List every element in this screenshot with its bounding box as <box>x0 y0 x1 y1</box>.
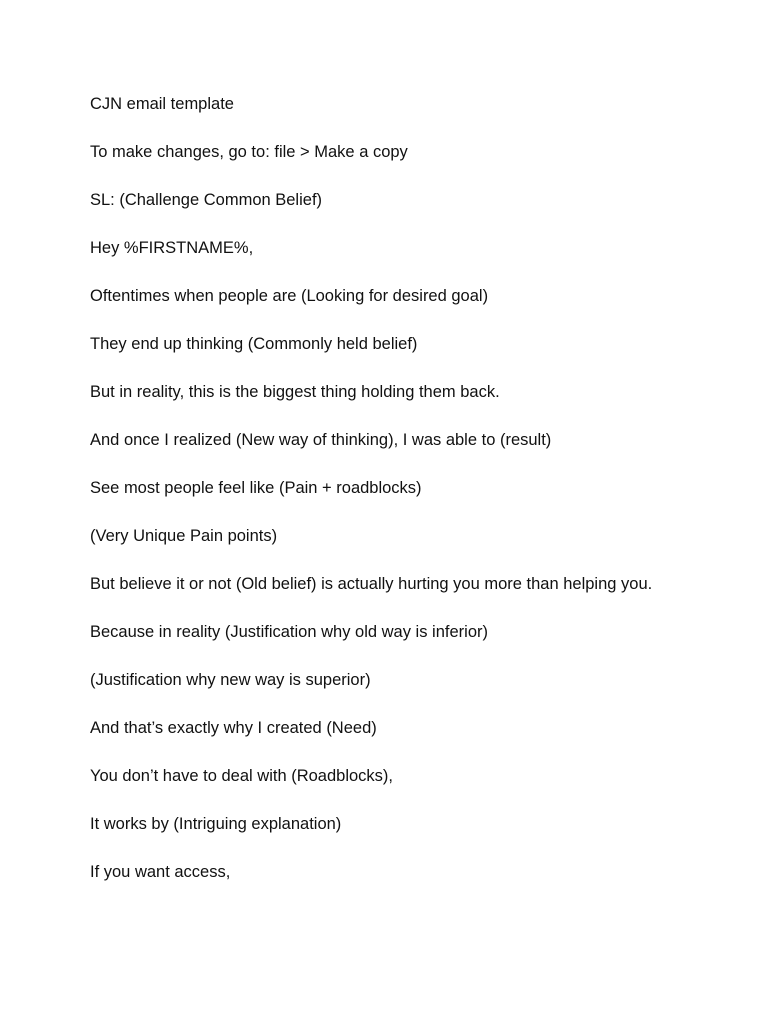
greeting-line: Hey %FIRSTNAME%, <box>90 239 254 257</box>
body-paragraph: (Justification why new way is superior) <box>90 671 371 689</box>
body-paragraph: Oftentimes when people are (Looking for desired goal) <box>90 287 489 305</box>
instruction-line: To make changes, go to: file > Make a copy <box>90 143 408 161</box>
body-paragraph: If you want access, <box>90 863 231 881</box>
body-paragraph: Because in reality (Justification why old way is inferior) <box>90 623 488 641</box>
body-paragraph: And once I realized (New way of thinking), I was able to (result) <box>90 431 552 449</box>
body-paragraph: But believe it or not (Old belief) is actually hurting you more than helping you. <box>90 575 653 593</box>
body-paragraph: See most people feel like (Pain + roadblocks) <box>90 479 422 497</box>
document-title: CJN email template <box>90 95 234 113</box>
body-paragraph: You don’t have to deal with (Roadblocks), <box>90 767 393 785</box>
body-paragraph: But in reality, this is the biggest thing holding them back. <box>90 383 500 401</box>
body-paragraph: It works by (Intriguing explanation) <box>90 815 342 833</box>
body-paragraph: They end up thinking (Commonly held belief) <box>90 335 418 353</box>
body-paragraph: And that’s exactly why I created (Need) <box>90 719 377 737</box>
body-paragraph: (Very Unique Pain points) <box>90 527 278 545</box>
document-body <box>90 92 670 908</box>
subject-line: SL: (Challenge Common Belief) <box>90 191 323 209</box>
